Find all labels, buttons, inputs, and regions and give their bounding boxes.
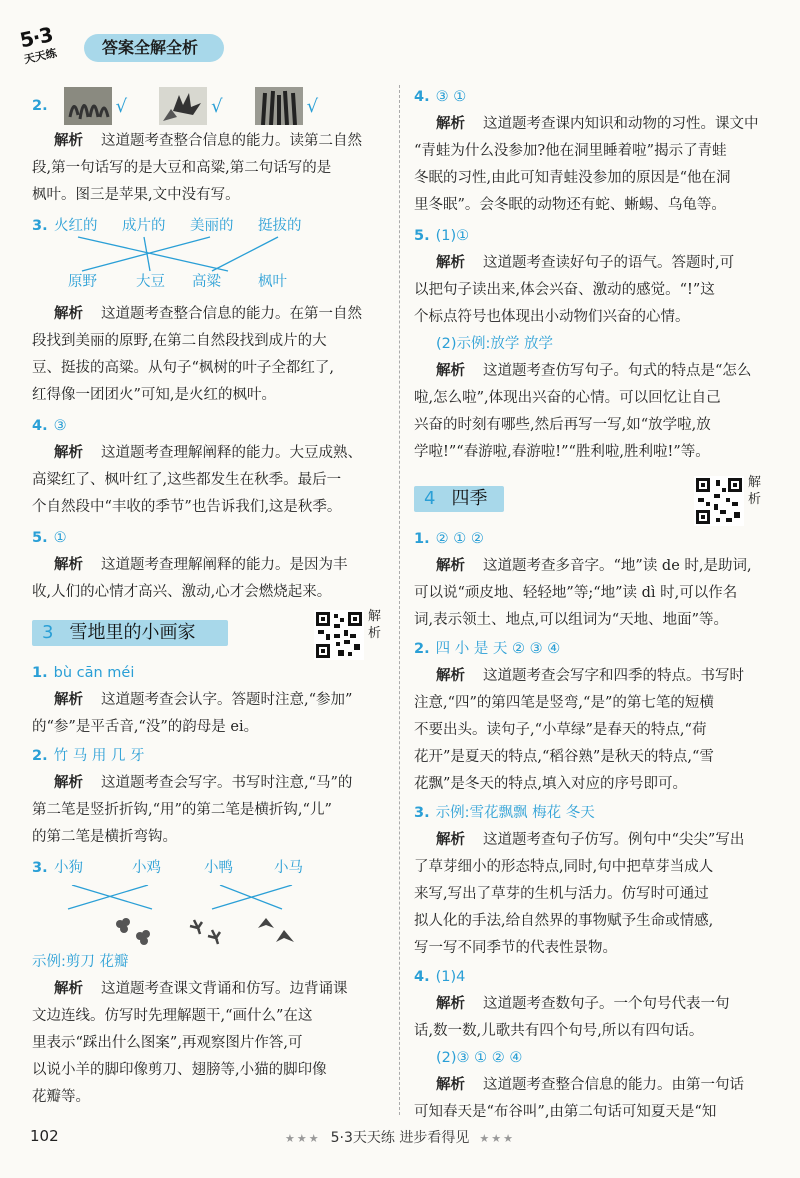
qr-label: 解析 — [748, 475, 762, 507]
matching-diagram — [32, 213, 382, 295]
analysis-text: 第二笔是竖折折钩,“用”的第二笔是横折钩,“儿” — [32, 802, 332, 818]
match-bottom-item: 枫叶 — [258, 274, 287, 290]
section4-question-2 — [414, 636, 770, 798]
analysis-label: 解析 — [54, 445, 83, 461]
analysis-label: 解析 — [436, 832, 465, 848]
match-top-item: 小鸡 — [132, 860, 161, 876]
analysis-label: 解析 — [54, 133, 83, 149]
analysis-text: 不要出头。读句子,“小草绿”是春天的特点,“荷 — [414, 722, 707, 738]
analysis-text: 个标点符号也体现出小动物们兴奋的心情。 — [414, 309, 690, 325]
analysis-label: 解析 — [436, 996, 465, 1012]
chicken-footprint-icon — [184, 916, 228, 946]
analysis-text: 花瓣等。 — [32, 1089, 90, 1105]
section-number: 4 — [424, 488, 436, 509]
question-number: 2. — [32, 97, 48, 114]
section-number: 3 — [42, 622, 54, 643]
header-banner: 答案全解全析 — [84, 34, 224, 62]
analysis-text: 来写,写出了草芽的生机与活力。仿写时可通过 — [414, 886, 709, 902]
analysis-text: 这道题考查读好句子的语气。答题时,可 — [483, 255, 735, 271]
analysis-text: 词,表示领土、地点,可以组词为“天地、地面”等。 — [414, 612, 729, 628]
column-divider — [399, 85, 400, 1115]
analysis-text: 豆、挺拔的高粱。从句子“枫树的叶子全都红了, — [32, 360, 335, 376]
analysis-label: 解析 — [436, 116, 465, 132]
match-bottom-item: 高粱 — [192, 274, 221, 290]
match-top-item: 小马 — [274, 860, 303, 876]
question-2 — [32, 84, 382, 209]
analysis-text: 的“参”是平舌音,“没”的韵母是 ei。 — [32, 719, 259, 735]
analysis-text: 红得像一团团火”可知,是火红的枫叶。 — [32, 387, 277, 403]
answer-text: ① — [53, 530, 67, 546]
image-choices — [32, 84, 382, 128]
section3-question-2 — [32, 743, 382, 851]
analysis-text: 写一写不同季节的代表性景物。 — [414, 940, 617, 956]
analysis-text: 花飘”是冬天的特点,填入对应的序号即可。 — [414, 776, 688, 792]
match-top-item: 小狗 — [54, 860, 83, 876]
answer-text: 四 小 是 天 ② ③ ④ — [435, 641, 561, 657]
section3-question-3 — [32, 855, 382, 1111]
logo-subtext: 天天练 — [22, 46, 58, 67]
example-answer: 示例:剪刀 花瓣 — [32, 954, 129, 970]
match-top-item: 成片的 — [122, 218, 166, 234]
analysis-text: 这道题考查课内知识和动物的习性。课文中 — [483, 116, 759, 132]
analysis-text: “青蛙为什么没参加?他在洞里睡着啦”揭示了青蛙 — [414, 143, 727, 159]
page-number: 102 — [30, 1127, 59, 1145]
question-number: 2. — [414, 641, 430, 657]
section-4-header — [414, 475, 770, 516]
stars-decoration: ★★★ — [479, 1132, 515, 1145]
section4-question-1 — [414, 526, 770, 634]
section3-question-1 — [32, 660, 382, 741]
analysis-text: 里表示“踩出什么图案”,再观察图片作答,可 — [32, 1035, 303, 1051]
analysis-label: 解析 — [436, 668, 465, 684]
brand-logo — [18, 18, 88, 74]
analysis-text: 话,数一数,儿歌共有四个句号,所以有四句话。 — [414, 1023, 704, 1039]
match-top-item: 火红的 — [54, 218, 98, 234]
analysis-text: 冬眠的习性,由此可知青蛙没参加的原因是“他在洞 — [414, 170, 731, 186]
analysis-text: 的第二笔是横折弯钩。 — [32, 829, 177, 845]
section-title: 雪地里的小画家 — [69, 622, 196, 643]
analysis-text: 枫叶。图三是苹果,文中没有写。 — [32, 187, 240, 203]
analysis-label: 解析 — [436, 558, 465, 574]
analysis-label: 解析 — [54, 775, 83, 791]
analysis-text: 可以说“顽皮地、轻轻地”等;“地”读 dì 时,可以作名 — [414, 585, 738, 601]
question-number: 1. — [414, 531, 430, 547]
analysis-text: 收,人们的心情才高兴、激动,心才会燃烧起来。 — [32, 584, 332, 600]
answer-text: ② ① ② — [435, 531, 484, 547]
analysis-text: 这道题考查句子仿写。例句中“尖尖”写出 — [483, 832, 745, 848]
answer-text: 示例:雪花飘飘 梅花 冬天 — [435, 805, 595, 821]
footprint-images — [32, 913, 382, 949]
qr-code-icon[interactable] — [314, 610, 364, 660]
analysis-text: 这道题考查整合信息的能力。在第一自然 — [101, 306, 362, 322]
question-3 — [32, 213, 382, 409]
question-number: 2. — [32, 748, 48, 764]
analysis-label: 解析 — [436, 255, 465, 271]
analysis-text: 注意,“四”的第四笔是竖弯,“是”的第七笔的短横 — [414, 695, 714, 711]
answer-text: (2)③ ① ② ④ — [436, 1050, 523, 1066]
answer-text: (1)4 — [435, 969, 466, 985]
analysis-text: 可知春天是“布谷叫”,由第二句话可知夏天是“知 — [414, 1104, 717, 1120]
analysis-label: 解析 — [436, 1077, 465, 1093]
analysis-text: 这道题考查仿写句子。句式的特点是“怎么 — [483, 363, 752, 379]
matching-top-row — [32, 855, 382, 885]
analysis-label: 解析 — [54, 692, 83, 708]
question-number: 4. — [414, 969, 430, 985]
stars-decoration: ★★★ — [285, 1132, 321, 1145]
analysis-text: 这道题考查多音字。“地”读 de 时,是助词, — [483, 558, 752, 574]
analysis-text: 花开”是夏天的特点,“稻谷熟”是秋天的特点,“雪 — [414, 749, 714, 765]
duck-footprint-icon — [254, 916, 298, 946]
section4-question-4 — [414, 964, 770, 1126]
analysis-text: 这道题考查理解阐释的能力。大豆成熟、 — [101, 445, 362, 461]
soybean-photo-icon — [64, 87, 112, 125]
analysis-text: 段,第一句话写的是大豆和高粱,第二句话写的是 — [32, 160, 332, 176]
analysis-text: 以说小羊的脚印像剪刀、翅膀等,小猫的脚印像 — [32, 1062, 327, 1078]
answer-text: (1)① — [435, 228, 470, 244]
logo-text: 5·3 — [17, 22, 55, 53]
analysis-text: 这道题考查会认字。答题时注意,“参加” — [101, 692, 353, 708]
analysis-text: 文边连线。仿写时先理解题干,“画什么”在这 — [32, 1008, 313, 1024]
analysis-text: 段找到美丽的原野,在第二自然段找到成片的大 — [32, 333, 327, 349]
question-number: 3. — [414, 805, 430, 821]
qr-label: 解析 — [368, 609, 382, 641]
analysis-label: 解析 — [54, 306, 83, 322]
analysis-text: 这道题考查理解阐释的能力。是因为丰 — [101, 557, 348, 573]
right-column — [414, 84, 770, 1126]
question-number: 4. — [32, 418, 48, 434]
analysis-text: 学啦!”“春游啦,春游啦!”“胜利啦,胜利啦!”等。 — [414, 444, 710, 460]
question-4 — [414, 84, 770, 219]
match-top-item: 小鸭 — [204, 860, 233, 876]
question-number: 5. — [32, 530, 48, 546]
footer-slogan — [0, 1127, 800, 1147]
analysis-text: 这道题考查会写字。书写时注意,“马”的 — [101, 775, 353, 791]
analysis-label: 解析 — [436, 363, 465, 379]
analysis-text: 以把句子读出来,体会兴奋、激动的感觉。“!”这 — [414, 282, 715, 298]
analysis-label: 解析 — [54, 981, 83, 997]
analysis-text: 这道题考查整合信息的能力。由第一句话 — [483, 1077, 744, 1093]
analysis-text: 这道题考查数句子。一个句号代表一句 — [483, 996, 730, 1012]
analysis-text: 这道题考查会写字和四季的特点。书写时 — [483, 668, 744, 684]
match-top-item: 美丽的 — [190, 218, 234, 234]
answer-text: 竹 马 用 几 牙 — [53, 748, 145, 764]
crescent-footprint-icon — [38, 917, 82, 945]
page-header — [17, 18, 322, 68]
match-bottom-item: 大豆 — [136, 274, 165, 290]
question-5 — [32, 525, 382, 606]
answer-text: ③ ① — [435, 89, 467, 105]
question-number: 3. — [32, 860, 48, 876]
answer-text: ③ — [53, 418, 67, 434]
slogan-text: 5·3天天练 进步看得见 — [330, 1130, 470, 1146]
section4-question-3 — [414, 800, 770, 962]
flower-footprint-icon — [108, 916, 158, 946]
qr-code-icon[interactable] — [694, 476, 744, 526]
analysis-text: 兴奋的时刻有哪些,然后再写一写,如“放学啦,放 — [414, 417, 711, 433]
question-number: 1. — [32, 665, 48, 681]
analysis-text: 个自然段中“丰收的季节”也告诉我们,这是秋季。 — [32, 499, 342, 515]
left-column — [32, 84, 382, 1111]
analysis-text: 啦,怎么啦”,体现出兴奋的心情。可以回忆让自己 — [414, 390, 721, 406]
section-3-header — [32, 609, 382, 650]
tick-mark: √ — [211, 95, 223, 117]
tick-mark: √ — [115, 95, 128, 117]
match-bottom-item: 原野 — [68, 274, 97, 290]
analysis-text: 拟人化的手法,给自然界的事物赋予生命或情感, — [414, 913, 714, 929]
analysis-text: 这道题考查课文背诵和仿写。边背诵课 — [101, 981, 348, 997]
question-number: 4. — [414, 89, 430, 105]
matching-lines — [32, 885, 372, 913]
sorghum-photo-icon — [255, 87, 303, 125]
question-number: 3. — [32, 218, 48, 234]
analysis-label: 解析 — [54, 557, 83, 573]
page-footer — [0, 1123, 800, 1153]
analysis-text: 这道题考查整合信息的能力。读第二自然 — [101, 133, 362, 149]
question-5 — [414, 223, 770, 466]
tick-mark: √ — [306, 95, 319, 117]
match-top-item: 挺拔的 — [258, 218, 302, 234]
matching-lines — [32, 235, 372, 273]
answer-text: (2)示例:放学 放学 — [436, 336, 554, 352]
maple-leaf-photo-icon — [159, 87, 207, 125]
question-number: 5. — [414, 228, 430, 244]
section-title: 四季 — [451, 488, 488, 509]
answer-text: bù cān méi — [53, 665, 135, 681]
analysis-text: 高粱红了、枫叶红了,这些都发生在秋季。最后一 — [32, 472, 342, 488]
analysis-text: 里冬眠”。会冬眠的动物还有蛇、蜥蜴、乌龟等。 — [414, 197, 726, 213]
analysis-text: 了草芽细小的形态特点,同时,句中把草芽当成人 — [414, 859, 714, 875]
question-4 — [32, 413, 382, 521]
